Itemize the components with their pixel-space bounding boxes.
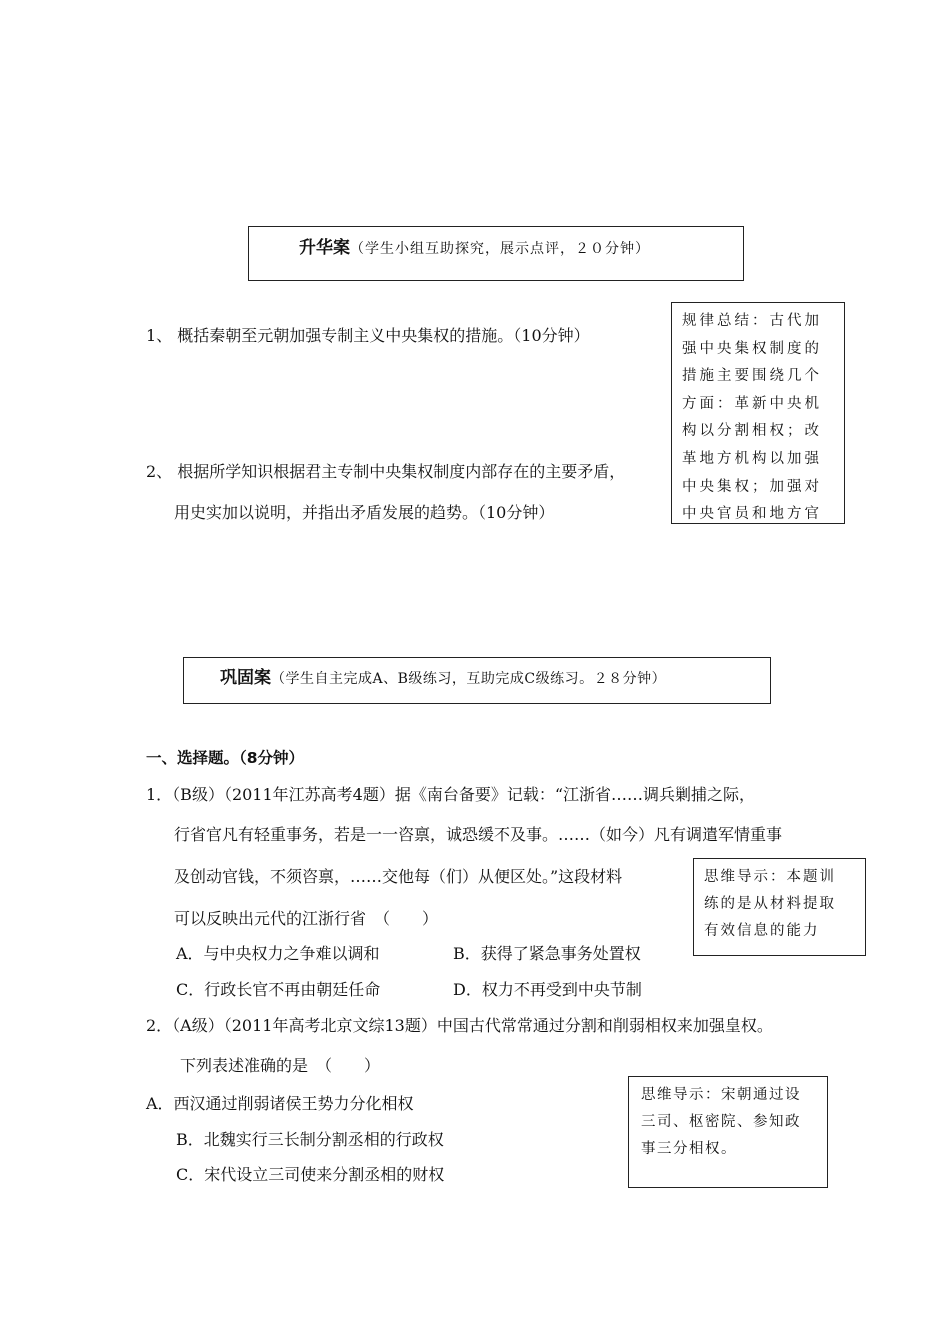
note-line: 构以分割相权；改	[682, 423, 822, 440]
gonggu-subtitle: （学生自主完成A、B级练习，互助完成C级练习。２８分钟）	[271, 671, 667, 687]
note-line: 中央集权；加强对	[682, 478, 822, 495]
note-line: 练的是从材料提取	[704, 896, 836, 912]
question-2-option-a: A．西汉通过削弱诸侯王势力分化相权	[146, 1094, 414, 1113]
gonggu-header-box	[183, 657, 771, 704]
question-1-option-b: B．获得了紧急事务处置权	[453, 944, 641, 963]
question-2-option-c: C．宋代设立三司使来分割丞相的财权	[176, 1165, 445, 1184]
question-1-line-2: 行省官凡有轻重事务，若是一一咨禀，诚恐缓不及事。……（如今）凡有调遣军情重事	[174, 825, 783, 844]
note-line: 方面：革新中央机	[682, 395, 822, 412]
note-line: 思维导示：本题训	[704, 869, 836, 885]
note-line: 事三分相权。	[641, 1141, 737, 1157]
shenghua-question-2-line-1: 2、 根据所学知识根据君主专制中央集权制度内部存在的主要矛盾，	[146, 462, 626, 481]
gonggu-header	[220, 663, 666, 688]
question-1-option-c: C．行政长官不再由朝廷任命	[176, 980, 381, 999]
question-1-line-4: 可以反映出元代的江浙行省 （ ）	[174, 909, 439, 928]
shenghua-title: 升华案	[299, 238, 350, 258]
question-2-line-2: 下列表述准确的是 （ ）	[180, 1056, 381, 1075]
question-2-line-1: 2．（A级）（2011年高考北京文综13题）中国古代常常通过分割和削弱相权来加强皇权。	[146, 1016, 773, 1035]
question-1-line-3: 及创动官钱，不须咨禀，……交他每（们）从便区处。”这段材料	[174, 867, 623, 886]
section-heading-choice: 一、选择题。（8分钟）	[146, 749, 305, 767]
note-line: 思维导示：宋朝通过设	[641, 1087, 801, 1103]
gonggu-title: 巩固案	[220, 668, 271, 688]
question-1-option-d: D．权力不再受到中央节制	[453, 980, 642, 999]
thinking-guide-note-1	[693, 858, 866, 956]
note-line: 三司、枢密院、参知政	[641, 1114, 801, 1130]
shenghua-subtitle: （学生小组互助探究，展示点评，２０分钟）	[350, 241, 650, 257]
thinking-guide-note-2	[628, 1076, 828, 1188]
note-line: 中央官员和地方官	[682, 506, 822, 523]
note-line: 有效信息的能力	[704, 923, 820, 939]
question-1-option-a: A．与中央权力之争难以调和	[176, 944, 380, 963]
note-line: 革地方机构以加强	[682, 450, 822, 467]
note-line: 强中央集权制度的	[682, 340, 822, 357]
rule-summary-note	[671, 302, 845, 524]
shenghua-header	[299, 233, 650, 258]
shenghua-question-1: 1、 概括秦朝至元朝加强专制主义中央集权的措施。（10分钟）	[146, 326, 590, 345]
shenghua-header-box	[248, 226, 744, 281]
note-line: 规律总结：古代加	[682, 313, 822, 329]
note-line: 措施主要围绕几个	[682, 368, 822, 385]
shenghua-question-2-line-2: 用史实加以说明，并指出矛盾发展的趋势。（10分钟）	[174, 503, 555, 522]
question-2-option-b: B．北魏实行三长制分割丞相的行政权	[176, 1130, 444, 1149]
question-1-line-1: 1．（B级）（2011年江苏高考4题）据《南台备要》记载：“江浙省……调兵剿捕之际，	[146, 785, 756, 804]
